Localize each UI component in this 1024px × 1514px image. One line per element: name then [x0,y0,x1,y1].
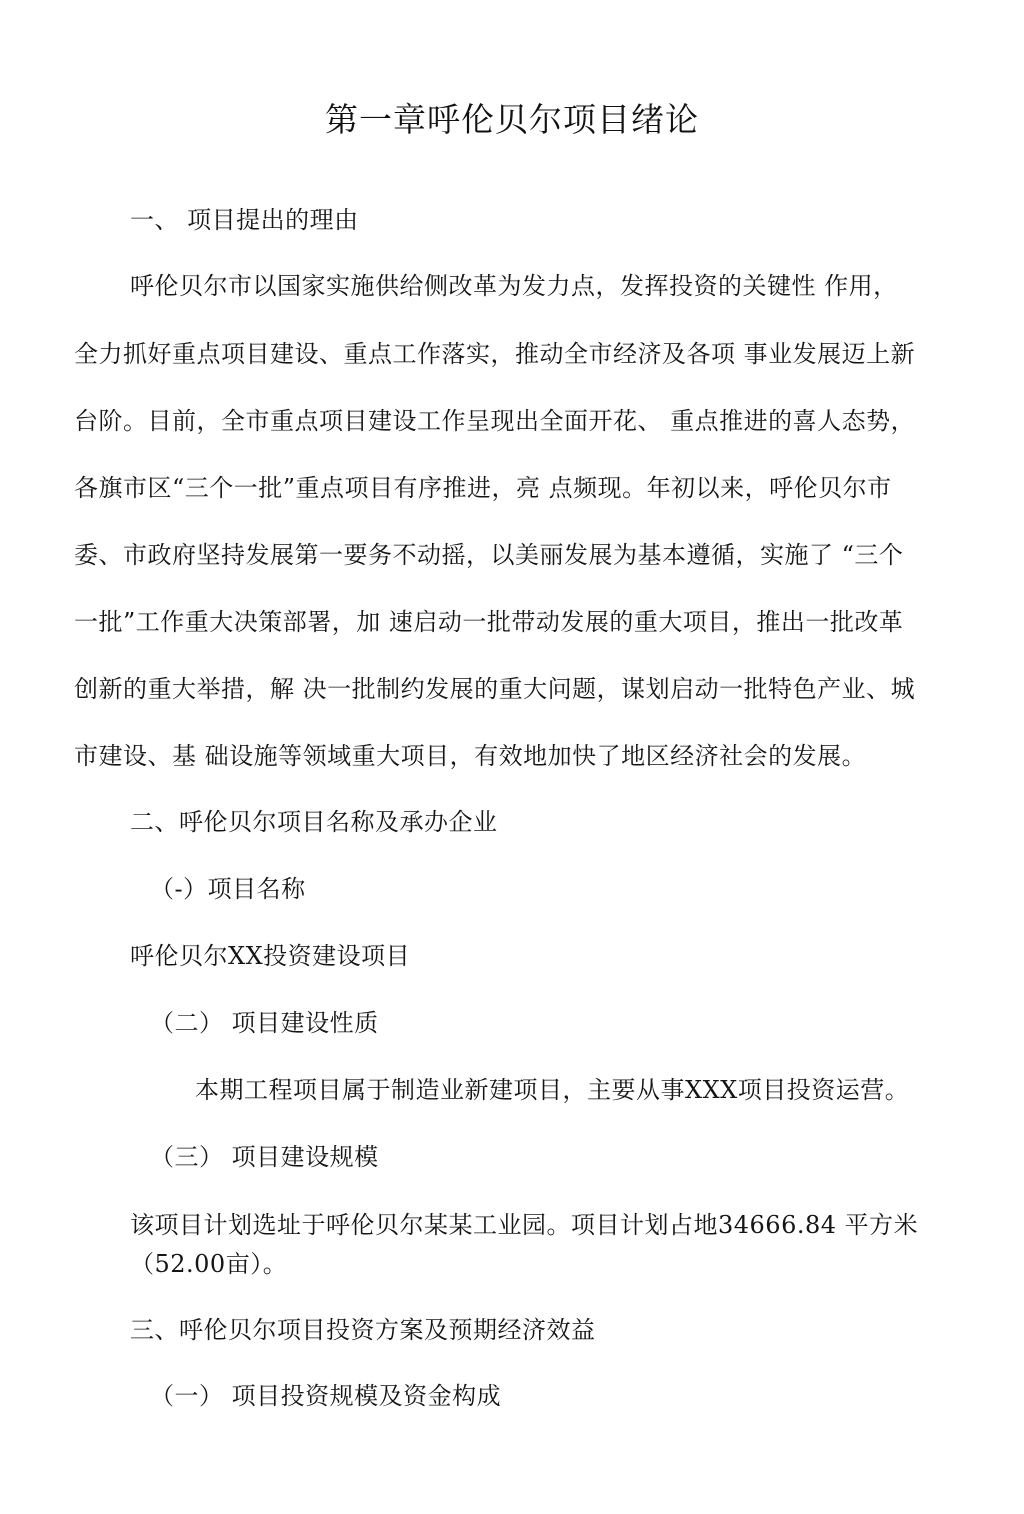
paragraph-line: 全力抓好重点项目建设、重点工作落实，推动全市经济及各项 事业发展迈上新 [74,340,916,368]
subsection-text: 呼伦贝尔XX投资建设项目 [130,942,411,970]
paragraph-line: 市建设、基 础设施等领域重大项目，有效地加快了地区经济社会的发展。 [74,742,867,770]
paragraph-line: 呼伦贝尔市以国家实施供给侧改革为发力点，发挥投资的关键性 作用， [130,272,898,300]
subsection-text: （52.00亩）。 [130,1250,288,1278]
subsection-heading: （二） 项目建设性质 [150,1009,379,1037]
chapter-title: 第一章呼伦贝尔项目绪论 [325,100,699,139]
subsection-text: 该项目计划选址于呼伦贝尔某某工业园。项目计划占地34666.84 平方米 [130,1211,919,1239]
paragraph-line: 各旗市区“三个一批”重点项目有序推进，亮 点频现。年初以来，呼伦贝尔市 [74,474,892,502]
subsection-heading: （-）项目名称 [150,875,306,903]
section-3-heading: 三、呼伦贝尔项目投资方案及预期经济效益 [130,1316,596,1344]
paragraph-line: 创新的重大举措，解 决一批制约发展的重大问题，谋划启动一批特色产业、城 [74,675,916,703]
paragraph-line: 一批”工作重大决策部署，加 速启动一批带动发展的重大项目，推出一批改革 [74,608,904,636]
paragraph-line: 台阶。目前，全市重点项目建设工作呈现出全面开花、 重点推进的喜人态势， [74,407,916,435]
paragraph-line: 委、市政府坚持发展第一要务不动摇，以美丽发展为基本遵循，实施了 “三个 [74,541,904,569]
subsection-heading: （三） 项目建设规模 [150,1143,379,1171]
subsection-text: 本期工程项目属于制造业新建项目，主要从事XXX项目投资运营。 [195,1076,910,1104]
section-2-heading: 二、呼伦贝尔项目名称及承办企业 [130,808,498,836]
subsection-heading: （一） 项目投资规模及资金构成 [150,1382,502,1410]
section-1-heading: 一、 项目提出的理由 [130,206,359,234]
